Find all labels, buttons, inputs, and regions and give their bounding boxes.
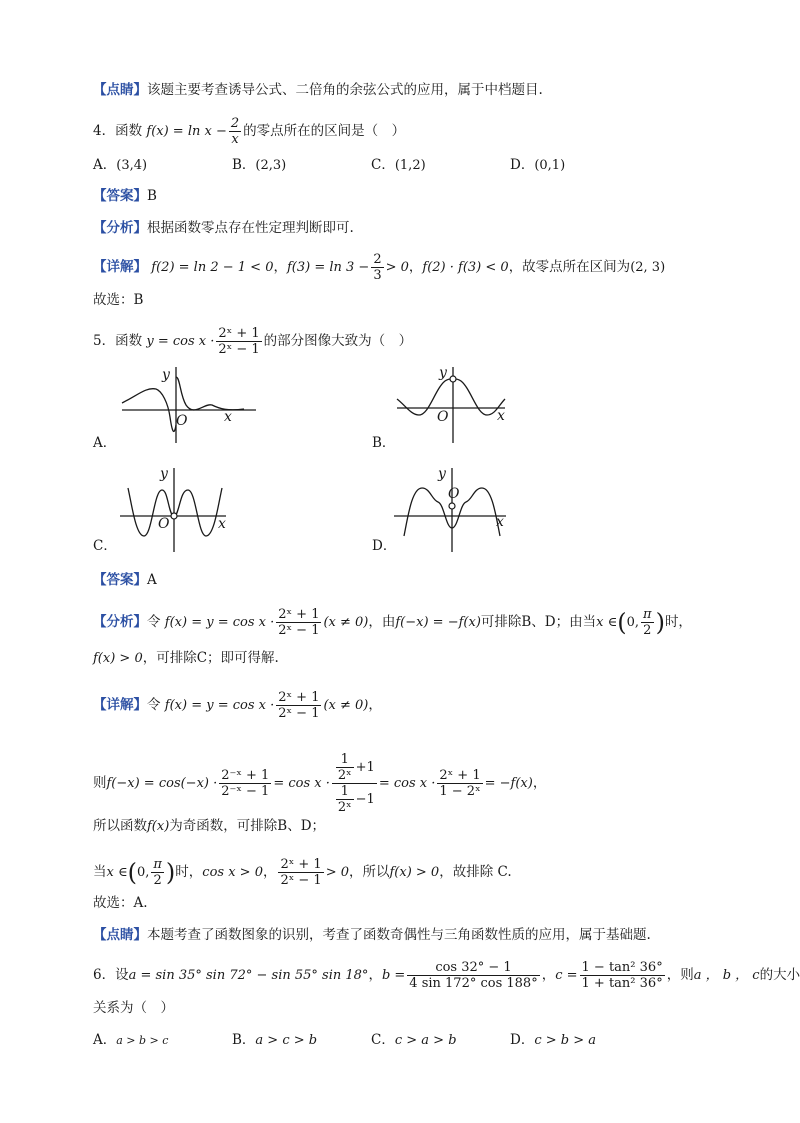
analysis-text: 时，: [664, 614, 692, 630]
compound-numerator: [332, 752, 377, 784]
math-expression: a ， b ， c: [693, 968, 760, 983]
left-paren: (: [617, 608, 627, 637]
option-value: c > a > b: [394, 1033, 457, 1048]
analysis-text: 可排除B、D；由当: [480, 614, 597, 630]
fraction-denominator: 2⁻ˣ − 1: [221, 784, 270, 799]
math-expression: f(2) · f(3) < 0: [422, 260, 509, 275]
option-value: a > c > b: [255, 1033, 318, 1048]
option-letter: D．: [510, 1032, 535, 1048]
math-expression: f(x) = ln x −: [146, 124, 227, 139]
fraction-numerator: 2: [230, 116, 240, 131]
punctuation: ，: [368, 967, 382, 983]
question-number: 4．函数: [93, 123, 143, 139]
math-expression: > 0: [325, 865, 349, 880]
analysis-tag: 【分析】: [93, 220, 147, 236]
fraction: [580, 960, 665, 991]
analysis-text: 根据函数零点存在性定理判断即可.: [147, 220, 354, 236]
graph-option-c[interactable]: [118, 466, 238, 556]
question-5-stem: [93, 326, 412, 357]
analysis-text: 令: [147, 614, 161, 630]
fraction: [276, 607, 321, 638]
answer-tag: 【答案】: [93, 188, 147, 204]
fraction-numerator: 2⁻ˣ + 1: [221, 768, 270, 783]
question-text: ，则: [666, 967, 694, 983]
q4-analysis-line: [93, 218, 354, 238]
x-axis-label: x: [497, 408, 505, 424]
fraction: [371, 252, 383, 283]
answer-value: A: [147, 572, 157, 588]
punctuation: ，: [408, 259, 423, 275]
fraction-denominator: 2ˣ: [337, 768, 352, 783]
question-text: 关系为（ ）: [93, 1000, 174, 1016]
math-expression: b =: [381, 968, 406, 983]
x-axis-label: x: [496, 514, 504, 530]
detail-text: 令: [147, 697, 161, 713]
graph-option-d[interactable]: [390, 466, 520, 556]
graph-option-b[interactable]: [395, 365, 515, 445]
math-expression: f(x) = y = cos x ·: [164, 615, 275, 630]
option-value: a > b > c: [116, 1034, 169, 1047]
fraction-numerator: 2: [373, 252, 382, 267]
option-value: c > b > a: [534, 1033, 596, 1048]
fraction-denominator: 2: [643, 623, 652, 638]
answer-value: B: [147, 188, 157, 204]
math-expression: x ∈: [106, 865, 128, 880]
fraction-numerator: 1: [336, 784, 354, 800]
y-axis-label: y: [439, 365, 447, 381]
math-expression: (2, 3): [630, 260, 666, 275]
question-6-stem: [93, 960, 800, 991]
q5-option-d-label[interactable]: D．: [372, 538, 397, 554]
fraction: [641, 607, 654, 638]
q5-when-line: [93, 857, 512, 888]
option-letter: C．: [371, 157, 395, 173]
fraction-numerator: 2ˣ + 1: [439, 768, 481, 783]
option-value: (3,4): [116, 158, 148, 173]
fraction-numerator: 2ˣ + 1: [278, 690, 320, 705]
q5-comment-line: [93, 925, 651, 945]
question-text: 的大小: [759, 967, 800, 983]
function-curve: [397, 379, 505, 415]
fraction: [278, 857, 323, 888]
option-letter: B．: [232, 1032, 256, 1048]
math-expression: f(−x) = cos(−x) ·: [106, 776, 218, 791]
fraction-denominator: 3: [373, 268, 382, 283]
detail-tag: 【详解】: [93, 697, 147, 713]
q4-answer-line: [93, 186, 157, 206]
math-expression: f(2) = ln 2 − 1 < 0: [151, 260, 274, 275]
math-expression: cos x > 0: [202, 865, 263, 880]
punctuation: ，: [273, 259, 287, 275]
x-axis-label: x: [224, 409, 232, 425]
y-axis-label: y: [160, 466, 168, 482]
math-expression: 0,: [136, 865, 150, 880]
q5-option-b-label[interactable]: B．: [372, 435, 396, 451]
comment-text: 该题主要考查诱导公式、二倍角的余弦公式的应用，属于中档题目.: [147, 82, 543, 98]
question-text: 的零点所在的区间是（ ）: [243, 123, 406, 139]
fraction: [151, 857, 164, 888]
option-letter: A．: [93, 1032, 117, 1048]
y-axis-label: y: [438, 466, 446, 482]
fraction-numerator: cos 32° − 1: [407, 960, 539, 976]
detail-text: ，故零点所在区间为: [508, 259, 631, 275]
fraction-numerator: 2ˣ + 1: [280, 857, 322, 872]
y-axis-label: y: [162, 367, 170, 383]
q6-option-c[interactable]: [371, 1030, 457, 1051]
right-paren: ): [165, 858, 176, 887]
math-expression: = −f(x): [484, 776, 533, 791]
fraction-denominator: 2ˣ − 1: [278, 706, 320, 721]
math-expression: f(x) > 0: [389, 865, 440, 880]
fraction: [336, 784, 354, 815]
left-paren: (: [127, 858, 137, 887]
option-value: (2,3): [255, 158, 287, 173]
math-expression: f(x) > 0: [93, 651, 143, 666]
q4-option-d[interactable]: [510, 155, 565, 176]
fraction-denominator: 2: [153, 873, 162, 888]
question-4-stem: [93, 116, 405, 147]
right-paren: ): [655, 608, 665, 637]
fraction: [219, 768, 271, 799]
answer-tag: 【答案】: [93, 572, 147, 588]
math-expression: y = cos x ·: [146, 334, 215, 349]
math-expression: f(x): [147, 819, 170, 834]
fraction: [407, 960, 539, 991]
punctuation: ，: [541, 967, 556, 983]
option-letter: D．: [510, 157, 535, 173]
math-expression: = cos x ·: [273, 776, 330, 791]
q5-option-c-label[interactable]: C．: [93, 538, 117, 554]
fraction-denominator: 2ˣ − 1: [278, 623, 320, 638]
q6-option-b[interactable]: [232, 1030, 317, 1051]
fraction: [437, 768, 482, 799]
option-letter: C．: [371, 1032, 395, 1048]
math-expression: x ∈: [596, 615, 618, 630]
analysis-text: ，由: [368, 614, 396, 630]
q4-option-b[interactable]: [232, 155, 286, 176]
conclusion-text: 时，: [175, 864, 203, 880]
origin-label: O: [437, 409, 449, 425]
origin-label: O: [176, 413, 188, 429]
q5-answer-line: [93, 570, 157, 590]
fraction-denominator: 1 + tan² 36°: [581, 976, 663, 991]
fraction-denominator: 2ˣ: [337, 800, 352, 815]
math-expression: 0,: [626, 615, 640, 630]
q4-option-a[interactable]: [93, 155, 147, 176]
fraction-denominator: x: [231, 132, 239, 147]
fraction-numerator: 2ˣ + 1: [218, 326, 260, 341]
conclusion-text: 当: [93, 864, 107, 880]
analysis-text: ，可排除C；即可得解.: [142, 650, 279, 666]
conclusion-text: 为奇函数，可排除B、D；: [169, 818, 326, 834]
question-text: 的部分图像大致为（ ）: [263, 333, 413, 349]
question-number: 5．函数: [93, 333, 143, 349]
q4-choose-line: [93, 290, 143, 310]
question-6-stem-line-2: [93, 998, 174, 1018]
q5-derivation-line: [93, 752, 546, 815]
open-circle-marker: [450, 376, 456, 382]
graph-option-a[interactable]: [118, 365, 258, 445]
fraction-numerator: 2ˣ + 1: [278, 607, 320, 622]
comment-text: 本题考查了函数图象的识别，考查了函数奇偶性与三角函数性质的应用，属于基础题.: [147, 927, 651, 943]
q5-analysis-line: [93, 607, 692, 638]
math-expression: = cos x ·: [378, 776, 436, 791]
q6-option-d[interactable]: [510, 1030, 596, 1051]
punctuation: ，: [368, 697, 382, 713]
comment-line-q3: [93, 80, 543, 100]
compound-denominator: [332, 784, 377, 815]
option-letter: B．: [232, 157, 256, 173]
punctuation: ，: [532, 775, 547, 791]
fraction-numerator: π: [153, 857, 162, 872]
q5-detail-line: [93, 690, 382, 721]
fraction-denominator: 2ˣ − 1: [218, 342, 260, 357]
choose-text: 故选：A.: [93, 895, 148, 911]
option-letter: A．: [93, 157, 117, 173]
q5-odd-line: [93, 816, 325, 837]
fraction-denominator: 1 − 2ˣ: [439, 784, 481, 799]
comment-tag: 【点睛】: [93, 927, 147, 943]
origin-label: O: [448, 486, 460, 502]
punctuation: ，: [262, 864, 277, 880]
math-expression: (x ≠ 0): [323, 615, 369, 630]
math-expression: −1: [355, 792, 375, 807]
function-curve: [128, 488, 222, 536]
fraction: [216, 326, 261, 357]
conclusion-text: ，所以: [348, 864, 390, 880]
math-expression: > 0: [385, 260, 409, 275]
q5-choose-line: [93, 893, 148, 913]
math-expression: a = sin 35° sin 72° − sin 55° sin 18°: [128, 968, 369, 983]
x-axis-label: x: [218, 516, 226, 532]
fraction: [336, 752, 354, 783]
conclusion-text: ，故排除 C.: [439, 864, 512, 880]
fraction-numerator: 1: [336, 752, 354, 768]
q5-option-a-label[interactable]: A．: [93, 435, 117, 451]
detail-tag: 【详解】: [93, 259, 147, 275]
origin-label: O: [158, 516, 170, 532]
math-expression: f(x) = y = cos x ·: [164, 698, 275, 713]
math-expression: f(3) = ln 3 −: [286, 260, 370, 275]
question-number: 6．设: [93, 967, 129, 983]
fraction-numerator: π: [643, 607, 652, 622]
fraction-denominator: 2ˣ − 1: [280, 873, 322, 888]
analysis-tag: 【分析】: [93, 614, 147, 630]
q4-option-c[interactable]: [371, 155, 426, 176]
math-expression: f(−x) = −f(x): [395, 615, 481, 630]
fraction-denominator: 4 sin 172° cos 188°: [409, 976, 538, 991]
choose-text: 故选：B: [93, 292, 144, 308]
option-value: (1,2): [394, 158, 426, 173]
derivation-text: 则: [93, 775, 107, 791]
compound-fraction: [332, 752, 377, 815]
comment-tag: 【点睛】: [93, 82, 147, 98]
option-value: (0,1): [534, 158, 566, 173]
q5-analysis-line-2: [93, 648, 279, 669]
conclusion-text: 所以函数: [93, 818, 147, 834]
fraction: [229, 116, 241, 147]
fraction-numerator: 1 − tan² 36°: [581, 960, 663, 975]
math-expression: c =: [555, 968, 578, 983]
open-circle-marker: [449, 503, 455, 509]
q4-detail-line: [93, 252, 665, 283]
q6-option-a[interactable]: [93, 1030, 168, 1051]
math-expression: (x ≠ 0): [323, 698, 369, 713]
open-circle-marker: [171, 513, 177, 519]
fraction: [276, 690, 321, 721]
math-expression: +1: [355, 760, 375, 775]
